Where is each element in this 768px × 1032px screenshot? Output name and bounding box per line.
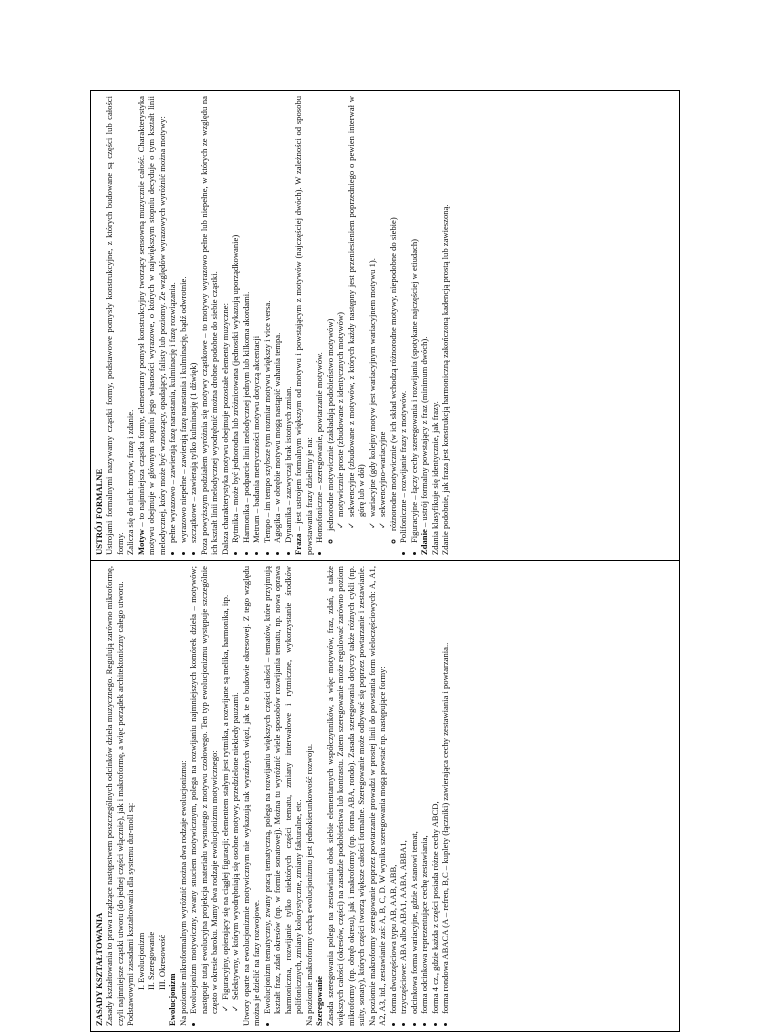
figurative-item: • Figuracyjne – łączy cechy szeregowania i rozwijania (spotykane najczęściej w etiudach): [409, 96, 419, 543]
sequencing-text: Zasada szeregowania polega na zestawianiu obok siebie elementarnych współczynników, a więc motywów, fraz, zdań, a także większych całości (okresów, części) na zasadzie podobieństwa lub kontrastu. Zatem szeregowanie może regulować zarówno poziom mikroformy (np. obręb okresu), jak i makroformy (np. forma ABA, rondo). Zasada szeregowania dotyczy także różnych cykli (np. suity, sonaty), których części tworzą większe całości formalne. Szeregowanie może odbywać się poprzez powtarzanie i zestawianie. Na poziomie makroformy szeregowanie poprzez powtarzanie prowadzi w prostej linii do powstania form wieloczęściowych: A, A1, A2, A3, itd., zestawianie zaś: A, B, C, D. W wyniku szeregowania mogą powstać np. następujące formy:: [324, 566, 388, 1026]
principle-1: I. Ewolucjonizm: [135, 932, 146, 990]
further-item: • Rytmika – może być jednorodna lub zróżnicowana (jednostki wykazują uporządkowanie): [230, 96, 240, 543]
evolution-macro: Na poziomie makroformy cechą ewolucjonizmu jest jednokierunkowość rozwoju.: [303, 743, 314, 1026]
evolution-list-2: [262, 566, 304, 1026]
sentence-text: – ustrój formalny powstający z fraz (minimum dwóch).: [419, 336, 430, 530]
motif-label: Motyw: [135, 529, 146, 555]
further-item: • Agogika – w obrębie motywu mogą nastąpić wahania tempa.: [272, 96, 282, 543]
left-intro: Zasady kształtowania to prawa rządzące następstwem poszczególnych odcinków dzieła muzycznego. Regulują zarówno mikroformę, czyli najmniejsze cząstki utworu (do jednej części włącznie), jak i makroformę, a więc porządek architektoniczny całego utworu.: [104, 566, 125, 1026]
right-title: USTRÓJ FORMALNE: [94, 468, 104, 555]
sentence-class: Zdania klasyfikuje się identycznie, jak frazy.: [429, 401, 440, 555]
motif-paragraph: [136, 96, 167, 555]
motif-text: – to najmniejsza cząstka formy, elementarny pomysł konstrukcyjny tworzący sensowną muzycznie całość. Charakterystyka motywu obejmuje w głównym stopniu jego własności wyrazowe, o których w największym stopniu decyduje o tym kształt linii melodycznej, który może być wznoszący, opadający, falisty lub poziomy. Ze względów wyrazowych wyróżnić można motywy:: [135, 96, 167, 555]
sequencing-forms: [388, 566, 451, 1026]
sentence-like: Zdanie podobnie, jak fraza jest konstrukcją harmoniczną zakończoną kadencją prostą lub zawieszoną.: [439, 204, 450, 555]
form-item: • forma 4 cz., gdzie każda z części posiada różne cechy ABCD,: [430, 566, 440, 1014]
homophonic-item: [314, 96, 398, 543]
homophonic-types: [325, 96, 398, 543]
evolution-thematic: • Ewolucjonizm tematyczny, zwany pracą tematyczną, polega na rozwijaniu większych części całości – tematów, które przyjmują kształt fraz, zdań okresów (np. w formie sonatowej). Można tu wyróżnić wiele sposobów rozwijania tematu, np. nowa oprawa harmoniczna, rozwijanie tylko niektórych części tematu, zmiany interwałowe i rytmiczne, wykorzystanie środków polifonicznych, zmiany kolorystyczne, zmiany fakturalne, etc.: [262, 566, 304, 1014]
principle-2: II. Szeregowanie: [146, 931, 157, 990]
further-list: [230, 96, 293, 555]
evolution-works: Utwory oparte na ewolucjonizmie motywicznym nie wykazują tak wyraźnych więzi, jak te o budowie okresowej. Z tego względu można je dzielić na fazy rozwojowe.: [240, 566, 262, 1026]
form-item: • forma dwuczęściowa typu AB, AAB, ABB,: [388, 566, 398, 1014]
left-basic: Podstawowymi zasadami kształtowania dla systemu dur-moll są:: [125, 802, 136, 1026]
further-item: • Dynamika – zazwyczaj brak istotnych zmian.: [283, 96, 293, 543]
motif-type-2: • wyrazowo niepełne – zawierają fazę narastania i kulminację, bądź odwrotnie.: [178, 96, 188, 543]
document-frame: [90, 90, 680, 1032]
evolution-heading: Ewolucjonizm: [167, 973, 178, 1026]
subtype-item: ✓ sekwencyjno-wariacyjne: [377, 96, 387, 517]
form-item: • odcinkowa forma wariacyjne, gdzie A stanowi temat,: [409, 566, 419, 1014]
homogeneous-item: [325, 96, 388, 531]
motivic-type-2: ✓ Selektywny, w którym wyodrębniają się osobne motywy, przedzielone niekiedy pauzami.: [230, 566, 240, 1000]
left-column: [91, 561, 679, 1031]
phrase-types: [314, 96, 419, 555]
sequencing-heading: Szeregowanie: [314, 976, 325, 1026]
left-title: ZASADY KSZTAŁTOWANIA: [94, 912, 104, 1026]
phrase-label: Fraza: [293, 533, 304, 555]
motif-division: Poza powyższym podziałem wyróżnia się motywy cząstkowe – to motywy wyrazowo pełne lub niepełne, w których ze względu na ich kształt linii melodycznej wyodrębnić można drobne podobne do siebie cząstki.: [198, 96, 220, 555]
evolution-list-1: [188, 566, 240, 1026]
homogeneous-text: jednorodne motywicznie (zakładają podobieństwo motywów): [324, 318, 335, 531]
homophonic-subtypes: [335, 96, 387, 531]
right-list-intro: Zalicza się do nich: motyw, frazę i zdanie.: [125, 409, 136, 555]
rotated-document-page: [90, 90, 680, 1032]
motivic-type-1: ✓ Figuracyjny, opierający się na ciągłej figuracji; elementem stałym jest rytmika, a rozwijane są melika, harmonika, itp.: [220, 566, 230, 1000]
further-item: • Metrum – badania metryczności motywu dotyczą akcentacji: [251, 96, 261, 543]
further-intro: Dalsza charakterystyka motywu obejmuje pozostałe elementy muzyczne:: [219, 303, 230, 555]
motif-type-3: • szczątkowe – zawierają tylko kulminację (1 dźwięk): [188, 96, 198, 543]
sentence-label: Zdanie: [419, 529, 430, 555]
phrase-paragraph: [293, 96, 314, 555]
subtype-item: ✓ wariacyjne (gdy kolejny motyw jest wariacyjnym wariacyjnem motywu 1).: [367, 96, 377, 517]
right-column: [91, 91, 679, 561]
motif-types: [167, 96, 198, 555]
motif-type-1: • pełne wyrazowo – zawierają fazę narastania, kulminację i fazę rozwiązania.: [167, 96, 177, 543]
heterogenous-item: ◦ różnorodne motywicznie (w ich skład wchodzą różnorodne motywy, niepodobne do siebie): [388, 96, 398, 531]
evolution-intro: Na poziomie mikroformalnym wyróżnić można dwa rodzaje ewolucjonizmu:: [177, 760, 188, 1026]
right-intro: Ustrojami formalnymi nazywamy cząstki formy, podstawowe pomysły konstrukcyjne, z których budowane są części lub całości formy.: [104, 96, 125, 555]
phrase-text: – jest ustrojem formalnym większym od motywu i powstającym z motywów (najczęściej dwóch). W zależności od sposobu powstawania frazy dzielimy je na:: [293, 96, 314, 555]
further-item: • Harmonika – podparcie linii melodycznej jednym lub kilkoma akordami.: [241, 96, 251, 543]
form-item: • forma odcinkowa reprezentujące cechę zestawiania,: [419, 566, 429, 1014]
homophonic-text: Homofoniczne – szeregowanie, powtarzanie motywów.: [314, 352, 325, 543]
polyphonic-item: • Polifoniczne – rozwijanie frazy z motywów.: [398, 96, 408, 543]
further-item: • Tempo – im tempo szybsze tym rozmiar motywu większy i vice versa.: [262, 96, 272, 543]
principle-3: III. Okresowość: [156, 934, 167, 990]
evolution-motivic-text: Ewolucjonizm motywiczny, zwany snuciem motywicznym, polega na rozwijaniu najmniejszych komórek dzieła – motywów; następuje tutaj ewolucyjna projekcja materiału wysnutego z motywu czołowego. Ten typ ewolucjonizmu występuje szczególnie często w okresie baroku. Mamy dwa rodzaje ewolucjonizmu motywicznego:: [188, 566, 220, 1014]
sentence-paragraph: [419, 96, 429, 555]
principles-list: [136, 566, 167, 1026]
motivic-types: [220, 566, 241, 1014]
subtype-item: ✓ sekwencyjne (zbudowane z motywów, z których każdy następny jest przeniesieniem poprzedniego o pewien interwał w górę lub w dół): [346, 96, 367, 517]
form-item: • forma rondowa ABACA (A – refren, B,C – kuplety (łączniki) zawierająca cechy zestawiania i powtarzania..: [440, 566, 450, 1014]
subtype-item: ✓ motywicznie proste (zbudowane z identycznych motywów): [335, 96, 345, 517]
form-item: • trzyczęściowe: ABA albo ABA1, AABA, ABBA1,: [398, 566, 408, 1014]
evolution-motivic: [188, 566, 240, 1014]
